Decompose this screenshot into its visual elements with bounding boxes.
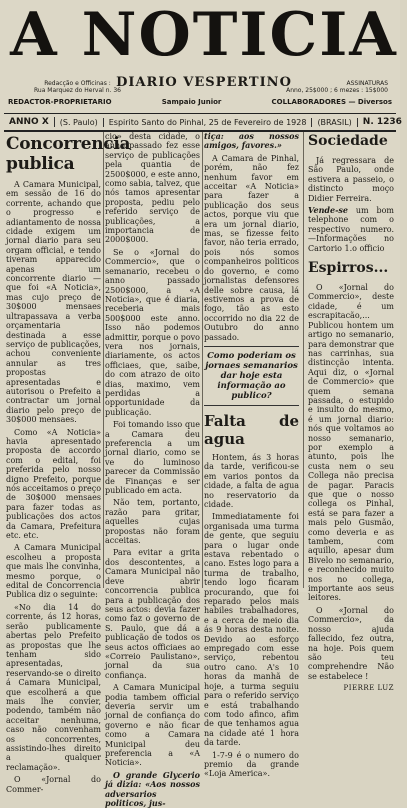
collaboradores: COLLABORADORES — Diversos bbox=[271, 98, 392, 106]
article-paragraph: Para evitar a grita dos descontentes, a Camara Municipal não deve abrir concorrencia publica para a publicação dos seus actos: devia fazer como faz o governo de S. Paulo, que dá a publicação de todos os seus actos officiaes ao «Correio Paulistano», jornal da sua confiança. bbox=[105, 548, 200, 680]
article-paragraph: A Camara Municipal escolheu a proposta que mais lhe convinha, mesmo porque, o edital de Concorrencia Publica diz o seguinte: bbox=[6, 543, 101, 600]
article-paragraph: Já regressara de São Paulo, onde estivera a passeio, o distincto moço Didier Ferreira. bbox=[308, 156, 394, 203]
column-4 bbox=[308, 132, 394, 693]
column-2 bbox=[105, 132, 200, 808]
article-paragraph: cio» desta cidade, o anno passado fez esse serviço de publicações pela quantia de 2500$000, e este anno, como sabia, talvez, que nós tamos apresentar proposta, pediu pelo referido serviço de publicações, a importancia de 2000$000. bbox=[105, 132, 200, 245]
classified-text: um bom telephone com o respectivo numero.—Informações no Cartorio 1.o officio bbox=[308, 206, 394, 253]
article-paragraph: O grande Glycerio já dizia: «Aos nossos adversarios politicos, jus- bbox=[105, 769, 200, 808]
dateline-year: ANNO X bbox=[4, 117, 55, 127]
article-paragraph: A Camara Municipal podia tambem official deveria servir um jornal de confiança do governo e não ficar como a Camara Municipal deu preferencia a «A Noticia». bbox=[105, 683, 200, 768]
dateline-date: Espirito Santo do Pinhal, 25 de Fevereiro de 1928 bbox=[104, 118, 313, 127]
dateline-country: (BRASIL) bbox=[312, 118, 357, 127]
redacao-address: Redacção e Officinas : Rua Marquez do Herval n. 36 bbox=[34, 80, 121, 94]
article-paragraph: O «Jornal do Commercio», deste cidade, é um escrapitacão,... Publicou hontem um artigo no semanario, para demonstrar que nas carrinhas, sua distincção intenta. Aqui diz, o «Jornal de Commercio» que quem semana passada, o estupido e insulto do mesmo, é um jornal diario: nós que voltamos ao nosso semanario, por exemplo a atunto, pois lhe custa nem o seu Collega não precisa de pagar. Paracis que que o nosso collega os Pinhal, está se para fazer a mais pelo Gusmão, como deveria e as tambem, com aquillo, apesar dum Bivelo no semanario, e reconhecido muito nos no collega, importante aos seus leitores. bbox=[308, 283, 394, 603]
redactor-label: REDACTOR-PROPRIETARIO bbox=[8, 98, 112, 106]
article-paragraph: O «Jornal do Commer- bbox=[6, 775, 101, 794]
redactor-name: Sampaio Junior bbox=[161, 98, 222, 106]
article-paragraph: Hontem, ás 3 horas da tarde, verificou-se em varios pontos da cidade, a falta de agua no reservatorio da cidade. bbox=[204, 452, 299, 509]
masthead-title: A NOTICIA bbox=[10, 0, 398, 70]
article-heading-falta-de-agua: Falta de agua bbox=[204, 411, 299, 448]
article-paragraph: Immediatamente foi organisada uma turma de gente, que seguiu para o lugar onde estava rebentado o cano. Estes logo para a turma de trabalho, tendo logo ficaram procurando, que foi reparado pelos mais habiles trabalhadores, e a cerca de meio dia ás 9 horas desta noite. Devido ao esforço empregado com esse serviço, rebentou outro cano. A's 10 horas da manhã de hoje, a turma seguiu para o referido serviço e está trabalhando com todo afinco, afim de que tenhamos agua na cidade até 1 hora da tarde. bbox=[204, 512, 299, 748]
article-paragraph: Se o «Jornal do Commercio», que o semanario, recebeu o anno passado 2500$000, a «A Noticia», que é diaria, receberia mais 500$000 este anno. Isso não podemos admittir, porque o povo vera nos jornais, diariamente, os actos officiaes, que, saibe, do com atrazo de oito dias, maximo, vem perdidas a opportunidade da publicação. bbox=[105, 247, 200, 417]
dateline-city: (S. Paulo) bbox=[55, 118, 104, 127]
article-paragraph: A Camara de Pinhal, porém, não fez nenhum favor em acceitar «A Noticia» para fazer a publicação dos seus actos, porque viu que era um jornal diario, mas, se fizesse feito favor, não teria errado, pois nós somos companheiros politicos do governo, e como jornalistas defensores delle sobre causa, lá estivemos a prova de fogo, tão as esto occorrido no dia 22 de Outubro do anno passado. bbox=[204, 153, 299, 342]
article-columns bbox=[6, 131, 394, 808]
article-paragraph: 1-7-9 é o numero do premio da grande «Loja America». bbox=[204, 750, 299, 779]
boxed-question: Como poderiam os jornaes semanarios dar hoje esta informação ao publico? bbox=[204, 346, 299, 406]
signature: PIERRE LUZ bbox=[343, 684, 394, 693]
article-paragraph: «No dia 14 do corrente, ás 12 horas, serão publicamente abertas pelo Prefeito as propostas que lhe tenham sido apresentadas, reservando-se o direito á Camara Municipal, que escolherá a que mais lhe convier, podendo, também não acceitar nenhuma, caso não convenham os concorrentes, assistindo-lhes direito a qualquer reclamação». bbox=[6, 602, 101, 772]
article-paragraph: tiça: aos nossos amigos, favores.» bbox=[204, 131, 299, 151]
article-heading-concorrencia: Concorrencia publica bbox=[6, 134, 131, 174]
subscription-info: ASSINATURAS Anno, 25$000 ; 6 mezes : 15$000 bbox=[286, 80, 388, 94]
section-heading-espirros: Espirros... bbox=[308, 260, 389, 277]
article-paragraph: Não tem, portanto, razão para gritar, aquelles cujas propostas não foram acceitas. bbox=[105, 498, 200, 546]
dateline bbox=[4, 113, 402, 132]
classified-lead: Vende-se bbox=[308, 205, 348, 216]
article-paragraph: O «Jornal do Commercio», da nosso ajuda fallecido, fez outra, na hoje. Pois quem são teu comprehendre Não se estabelece ! bbox=[308, 605, 394, 681]
article-paragraph: Como «A Noticia» havia apresentado proposta de accordo com o edital, foi preferida pelo nosso digno Prefeito, porque nós acceitamos o preço de 30$000 mensaes para fazer todas as publicações dos actos da Camara, Prefeitura etc. etc. bbox=[6, 427, 102, 541]
article-paragraph: Foi tomando isso que a Camara deu preferencia a um jornal diario, como se ve do luminoso parecer da Commissão de Finanças e ser publicado em acta. bbox=[105, 420, 200, 496]
masthead bbox=[4, 0, 396, 110]
masthead-subtitle: DIARIO VESPERTINO bbox=[116, 75, 292, 90]
column-1 bbox=[6, 132, 131, 794]
dateline-number: N. 1236 bbox=[362, 117, 402, 127]
column-3 bbox=[204, 131, 299, 779]
section-heading-sociedade: Sociedade bbox=[308, 133, 388, 149]
classified-ad bbox=[308, 206, 394, 253]
staff-line bbox=[8, 98, 392, 106]
article-paragraph: A Camara Municipal, em sessão de 16 do corrente, achando que o progresso e adiantamento de nossa cidade exigem um jornal diario para seu orgam official, e tendo tiveram apparecido apenas um concorrente diario — que foi «A Noticia», mas cujo preço de 30$000 mensaes ultrapassava a verba orçamentaria destinada a esse serviço de publicações, achou conveniente annular as tres propostas apresentadas e autorisou o Prefeito a contractar um jornal diario pelo preço de 30$000 mensaes. bbox=[6, 180, 101, 425]
